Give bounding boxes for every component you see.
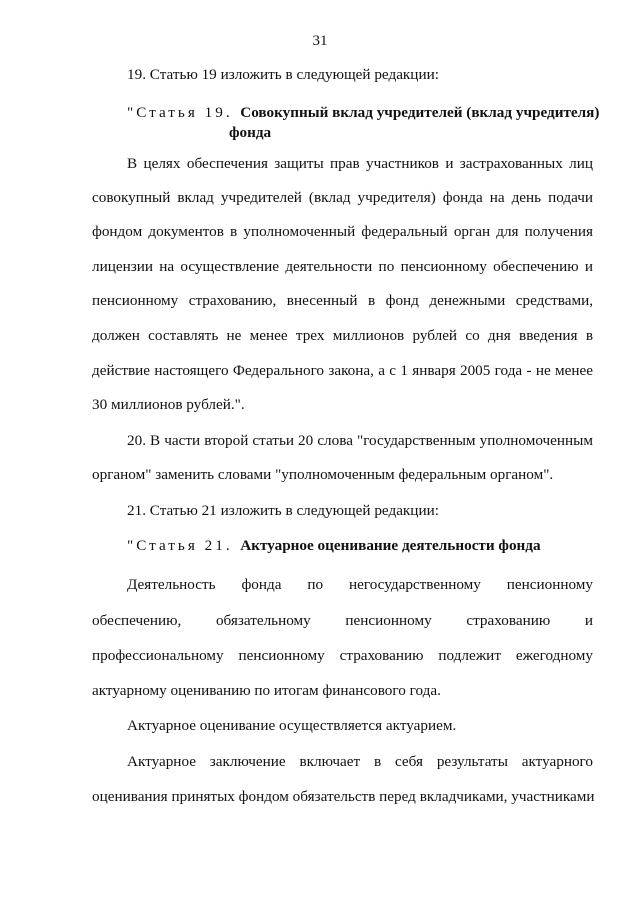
paragraph-line: В целях обеспечения защиты прав участников и застрахованных лиц	[127, 155, 593, 172]
paragraph-line: Актуарное заключение включает в себя результаты актуарного	[127, 753, 593, 770]
paragraph-line: лицензии на осуществление деятельности по пенсионному обеспечению и	[92, 258, 593, 275]
paragraph-line: оценивания принятых фондом обязательств перед вкладчиками, участниками	[92, 788, 595, 805]
article-21-prefix: "Статья 21.	[127, 537, 233, 554]
paragraph-line: обеспечению, обязательному пенсионному страхованию и	[92, 612, 593, 629]
paragraph-line: 30 миллионов рублей.".	[92, 396, 245, 413]
page-number: 31	[312, 33, 328, 49]
article-19-title-line-1: Совокупный вклад учредителей (вклад учредителя)	[240, 104, 600, 121]
article-19-heading	[127, 104, 599, 122]
paragraph-line: актуарному оцениванию по итогам финансового года.	[92, 682, 441, 699]
paragraph-line: совокупный вклад учредителей (вклад учредителя) фонда на день подачи	[92, 189, 593, 206]
article-19-title-line-2: фонда	[229, 124, 272, 141]
article-21-paragraph-2: Актуарное оценивание осуществляется актуарием.	[127, 717, 457, 734]
article-19-prefix: "Статья 19.	[127, 104, 233, 121]
paragraph-line: пенсионному страхованию, внесенный в фонд денежными средствами,	[92, 292, 593, 309]
item-20-line-1: 20. В части второй статьи 20 слова "государственным уполномоченным	[127, 432, 593, 449]
paragraph-line: профессиональному пенсионному страхованию подлежит ежегодному	[92, 647, 593, 664]
item-21-intro: 21. Статью 21 изложить в следующей редакции:	[127, 502, 439, 519]
item-19-intro: 19. Статью 19 изложить в следующей редакции:	[127, 66, 439, 83]
paragraph-line: действие настоящего Федерального закона, а с 1 января 2005 года - не менее	[92, 362, 593, 379]
paragraph-line: должен составлять не менее трех миллионов рублей со дня введения в	[92, 327, 593, 344]
article-21-heading	[127, 537, 541, 555]
item-20-line-2: органом" заменить словами "уполномоченным федеральным органом".	[92, 466, 554, 483]
article-21-title: Актуарное оценивание деятельности фонда	[240, 537, 541, 554]
paragraph-line: фондом документов в уполномоченный федеральный орган для получения	[92, 223, 593, 240]
paragraph-line: Деятельность фонда по негосударственному пенсионному	[127, 576, 593, 593]
